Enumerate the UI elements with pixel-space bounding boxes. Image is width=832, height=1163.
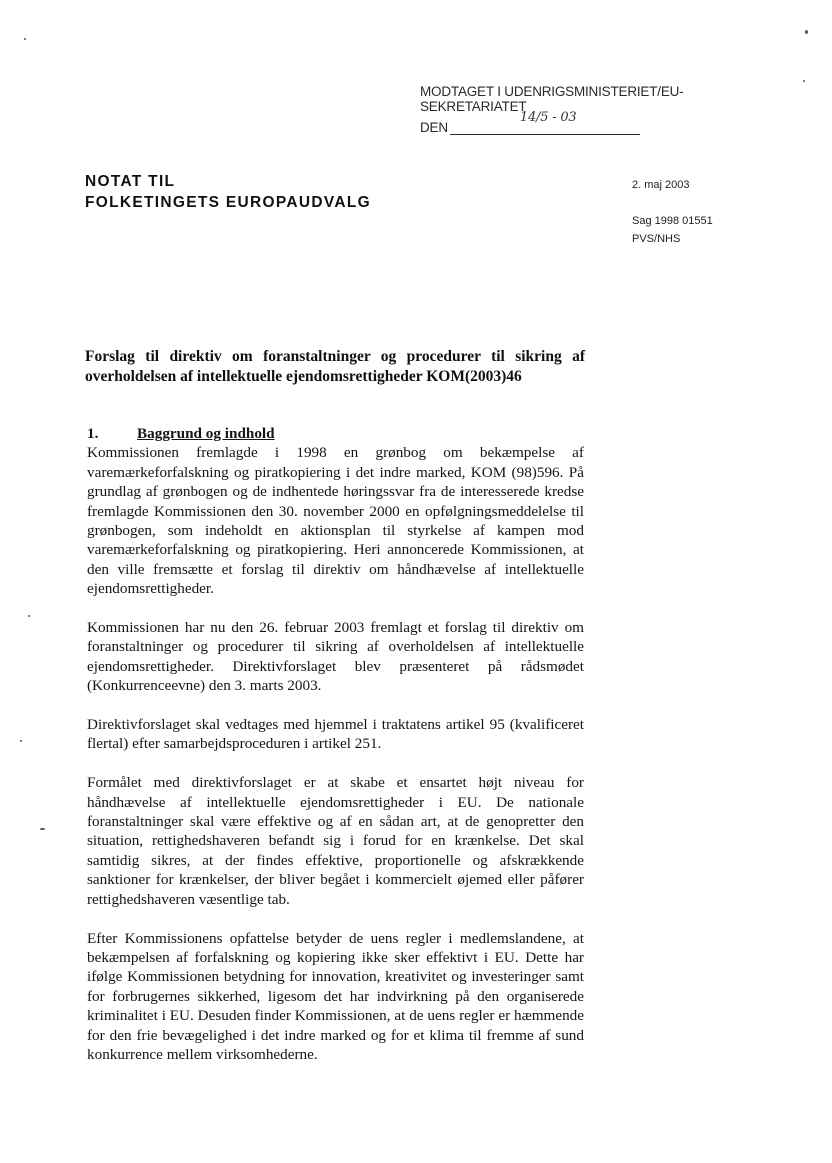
paragraph: Formålet med direktivforslaget er at skabe et ensartet højt niveau for håndhævelse af intellektuelle ejendomsrettigheder i EU. De nationale foranstaltninger skal være effektive og af en sådan art, at de genopretter den situation, rettighedshaveren befandt sig i forud for en krænkelse. Det skal samtidig sikres, at der findes effektive, proportionelle og afskrækkende sanktioner for krænkelser, der bliver begået i kommercielt øjemed eller påfører rettighedshaveren væsentlige tab. <box>87 774 584 908</box>
memo-metadata <box>632 176 713 248</box>
stamp-received-text: MODTAGET I UDENRIGSMINISTERIET/EU-SEKRETARIATET <box>420 84 684 114</box>
section-heading <box>87 424 584 443</box>
section-title: Baggrund og indhold <box>137 425 275 442</box>
stamp-date-line <box>420 110 780 135</box>
case-number: Sag 1998 01551 <box>632 215 713 227</box>
memo-date: 2. maj 2003 <box>632 179 690 191</box>
scan-speck <box>28 615 30 617</box>
memo-title-line-1: NOTAT TIL <box>85 173 176 190</box>
subject-heading: Forslag til direktiv om foranstaltninger og procedurer til sikring af overholdelsen af intellektuelle ejendomsrettigheder KOM(2003)46 <box>85 348 585 385</box>
scan-speck <box>805 30 808 34</box>
paragraph: Direktivforslaget skal vedtages med hjemmel i traktatens artikel 95 (kvalificeret flertal) efter samarbejdsproceduren i artikel 251. <box>87 716 584 753</box>
paragraph: Kommissionen fremlagde i 1998 en grønbog om bekæmpelse af varemærkeforfalskning og piratkopiering i det indre marked, KOM (98)596. På grundlag af grønbogen og de indhentede høringssvar fra de interesserede kredse fremlagde Kommissionen den 30. november 2000 en opfølgningsmeddelelse til grønbogen, som indeholdt en aktionsplan til styrkelse af kampen mod varemærkeforfalskning og piratkopiering. Heri annoncerede Kommissionen, at den ville fremsætte et forslag til direktiv om håndhævelse af intellektuelle ejendomsrettigheder. <box>87 444 584 598</box>
received-stamp <box>420 84 780 135</box>
paragraph: Kommissionen har nu den 26. februar 2003 fremlagt et forslag til direktiv om foranstaltninger og procedurer til sikring af overholdelsen af intellektuelle ejendomsrettigheder. Direktivforslaget blev præsenteret på rådsmødet (Konkurrenceevne) den 3. marts 2003. <box>87 619 584 695</box>
scan-speck <box>24 38 26 40</box>
memo-title <box>85 171 371 213</box>
scan-speck <box>803 80 805 82</box>
paragraph: Efter Kommissionens opfattelse betyder de uens regler i medlemslandene, at bekæmpelsen af forfalskning og kopiering ikke sker effektivt i EU. Dette har ifølge Kommissionen betydning for innovation, kreativitet og investeringer samt for forbrugernes sikkerhed, ligesom det har indvirkning på den organiserede kriminalitet i EU. Desuden finder Kommissionen, at de uens regler er hæmmende for den frie bevægelighed i det indre marked og for et klima til fremme af sund konkurrence mellem virksomhederne. <box>87 929 584 1063</box>
section-number: 1. <box>87 425 99 442</box>
memo-title-line-2: FOLKETINGETS EUROPAUDVALG <box>85 194 371 211</box>
author-reference: PVS/NHS <box>632 233 681 245</box>
scan-speck <box>40 828 45 830</box>
stamp-den-label: DEN <box>420 120 448 135</box>
scan-speck <box>20 740 22 742</box>
stamp-handwritten-date: 14/5 - 03 <box>519 110 577 125</box>
stamp-date-underline <box>450 110 640 135</box>
body-content <box>87 424 584 1084</box>
